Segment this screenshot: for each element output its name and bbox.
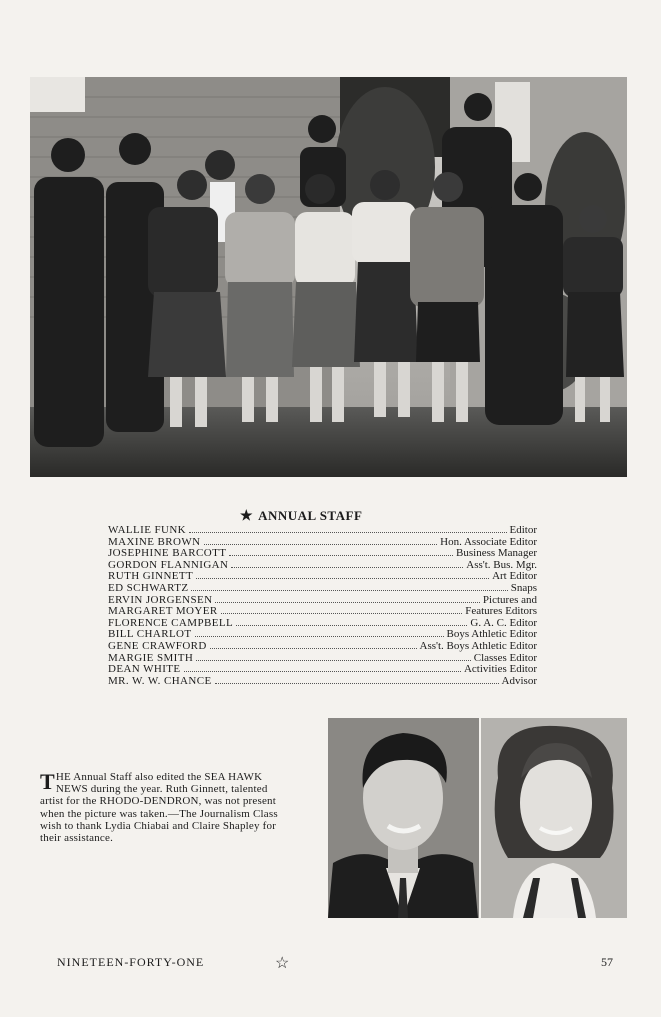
staff-row xyxy=(108,606,537,618)
leader-dots xyxy=(231,560,463,568)
leader-dots xyxy=(184,664,461,672)
leader-dots xyxy=(204,537,438,545)
drop-cap: T xyxy=(40,769,55,794)
leader-dots xyxy=(221,606,463,614)
staff-name: JOSEPHINE BARCOTT xyxy=(108,547,227,560)
portrait-illustration xyxy=(328,718,627,918)
group-photo-illustration xyxy=(30,77,627,477)
staff-name: ERVIN JORGENSEN xyxy=(108,593,213,606)
staff-role: Ass't. Bus. Mgr. xyxy=(466,558,537,571)
footer-year: NINETEEN-FORTY-ONE xyxy=(57,955,205,969)
caption-text: HE Annual Staff also edited the SEA HAWK NEWS during the year. Ruth Ginnett, talented artist for the RHODO-DENDRON, was not present when the picture was taken.—The Journalism Class wish to thank Lydia Chiabai and Claire Shapley for their assistance. xyxy=(40,771,278,845)
staff-role: Boys Athletic Editor xyxy=(446,628,537,641)
portrait-photos xyxy=(328,718,627,918)
leader-dots xyxy=(236,618,467,626)
staff-name: MARGIE SMITH xyxy=(108,651,194,664)
staff-role: Snaps xyxy=(510,581,537,594)
staff-role: Hon. Associate Editor xyxy=(440,535,537,548)
staff-row xyxy=(108,525,537,537)
staff-name: GENE CRAWFORD xyxy=(108,639,207,652)
staff-row xyxy=(108,676,537,688)
staff-role: Classes Editor xyxy=(473,651,537,664)
star-icon: ★ xyxy=(240,509,254,524)
staff-role: Pictures and xyxy=(482,593,537,606)
staff-name: DEAN WHITE xyxy=(108,663,181,676)
staff-name: WALLIE FUNK xyxy=(108,524,187,536)
leader-dots xyxy=(215,676,499,684)
staff-name: GORDON FLANNIGAN xyxy=(108,558,229,571)
staff-name: RUTH GINNETT xyxy=(108,570,194,583)
leader-dots xyxy=(229,548,453,556)
staff-role: Editor xyxy=(509,524,537,536)
leader-dots xyxy=(196,571,489,579)
staff-role: G. A. C. Editor xyxy=(470,616,537,629)
staff-row xyxy=(108,583,537,595)
section-title: ANNUAL STAFF xyxy=(258,508,363,523)
staff-row xyxy=(108,664,537,676)
staff-name: MAXINE BROWN xyxy=(108,535,201,548)
star-outline-icon: ☆ xyxy=(275,955,290,972)
staff-role: Features Editors xyxy=(465,605,537,618)
staff-name: ED SCHWARTZ xyxy=(108,581,189,594)
leader-dots xyxy=(189,525,506,533)
staff-name: MR. W. W. CHANCE xyxy=(108,674,212,687)
staff-role: Advisor xyxy=(501,674,537,687)
staff-name: MARGARET MOYER xyxy=(108,605,218,618)
leader-dots xyxy=(191,583,507,591)
caption-paragraph xyxy=(40,771,287,844)
staff-name: BILL CHARLOT xyxy=(108,628,192,641)
leader-dots xyxy=(210,641,417,649)
leader-dots xyxy=(215,595,479,603)
section-heading xyxy=(240,508,362,525)
staff-row xyxy=(108,641,537,653)
staff-role: Ass't. Boys Athletic Editor xyxy=(419,639,537,652)
staff-role: Business Manager xyxy=(456,547,537,560)
staff-roster xyxy=(108,525,537,687)
staff-name: FLORENCE CAMPBELL xyxy=(108,616,234,629)
leader-dots xyxy=(196,653,471,661)
leader-dots xyxy=(195,629,444,637)
staff-role: Art Editor xyxy=(492,570,537,583)
group-photo xyxy=(30,77,627,477)
page-number: 57 xyxy=(601,955,613,969)
staff-role: Activities Editor xyxy=(463,663,537,676)
